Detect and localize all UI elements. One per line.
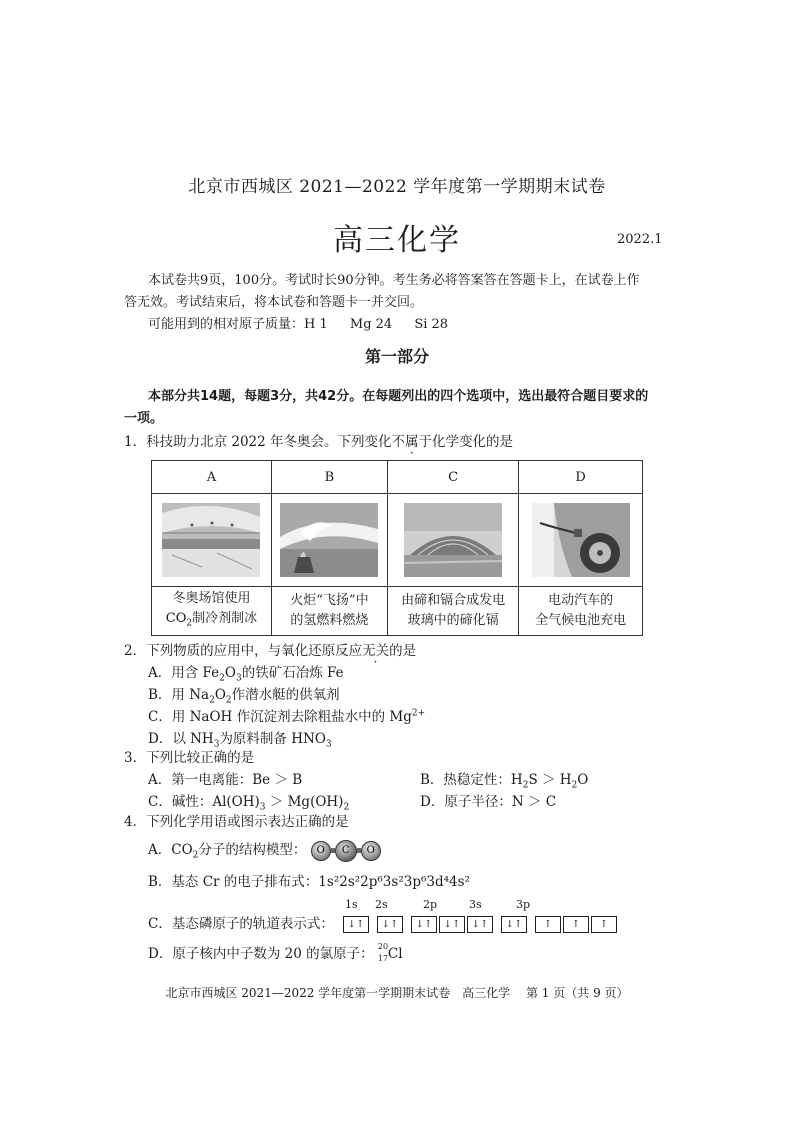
q3c-t1: C．碱性：Al(OH) — [148, 794, 260, 810]
q2-emphasis: 无关 — [362, 643, 390, 659]
orbital-2s: ↓↑ — [377, 916, 403, 933]
caption-d-line1: 电动汽车的 — [548, 593, 614, 608]
col-label-d: D — [519, 461, 643, 494]
caption-a-rest: 制冷剂制冰 — [192, 610, 258, 626]
orb-label-3s: 3s — [469, 898, 482, 911]
orbital-3p-2: ↑ — [563, 916, 589, 933]
caption-c-line1: 由碲和镉合成发电 — [401, 593, 506, 608]
intro-line-2: 答无效。考试结束后，将本试卷和答题卡一并交回。 — [124, 295, 424, 310]
ice-venue-photo — [162, 503, 260, 577]
orb-label-1s: 1s — [345, 898, 358, 911]
question-3-stem: 3．下列比较正确的是 — [124, 750, 255, 766]
q3-option-d: D．原子半径：N ＞ C — [420, 794, 557, 810]
q4-option-a — [148, 838, 381, 862]
intro-line-1: 本试卷共9页，100分。考试时长90分钟。考生务必将答案答在答题卡上，在试卷上作 — [148, 273, 640, 288]
q2-stem-part-b: 的是 — [389, 643, 417, 659]
orbital-3p-3: ↑ — [591, 916, 617, 933]
caption-b-line1: 火炬“飞扬”中 — [290, 593, 369, 608]
chlorine-nuclide — [377, 941, 406, 964]
caption-c — [387, 587, 518, 636]
q3b-s1: 2 — [522, 780, 529, 791]
q3b-t2: S ＞ H — [528, 772, 572, 788]
question-1-table — [151, 460, 643, 636]
caption-a-line2 — [152, 609, 271, 634]
question-2-stem — [124, 639, 416, 659]
q4-option-c-label: C．基态磷原子的轨道表示式： — [148, 916, 334, 932]
q3-option-a: A．第一电离能：Be ＞ B — [148, 772, 303, 788]
orbital-diagram — [343, 914, 619, 933]
oxygen-atom-right: O — [361, 841, 381, 861]
caption-a — [152, 587, 272, 636]
q2a-s1: 2 — [219, 673, 225, 684]
part-one-title: 第一部分 — [364, 347, 429, 366]
atomic-mass-si: Si 28 — [414, 317, 449, 332]
orb-label-2p: 2p — [423, 898, 438, 911]
page-footer: 北京市西城区 2021—2022 学年度第一学期期末试卷 高三化学 第 1 页（共 9 页） — [165, 986, 629, 1000]
q2b-s2: 2 — [225, 695, 232, 706]
orbital-3p-1: ↑ — [535, 916, 561, 933]
atomic-mass-line — [148, 314, 448, 336]
nuclide-mass-number: 20 — [377, 941, 389, 951]
photo-cell-a — [152, 494, 272, 587]
q4b-t1: B．基态 Cr 的电子排布式： — [148, 874, 319, 890]
q3b-t3: O — [577, 772, 589, 788]
orbital-2p-1: ↓↑ — [411, 916, 437, 933]
table-caption-row — [152, 587, 643, 636]
photo-cell-c — [387, 494, 518, 587]
caption-a-line1: 冬奥场馆使用 — [172, 590, 251, 606]
q2b-s1: 2 — [209, 695, 215, 706]
q2-option-b — [148, 683, 340, 706]
caption-d-line2: 全气候电池充电 — [535, 613, 627, 628]
exam-date: 2022.1 — [617, 232, 663, 247]
q2-stem-part-a: 2．下列物质的应用中，与氧化还原反应 — [124, 643, 363, 659]
q2a-t1: A．用含 Fe — [148, 665, 220, 681]
orbital-3s: ↓↑ — [501, 916, 527, 933]
q3b-t1: B．热稳定性：H — [420, 772, 523, 788]
orb-label-2s: 2s — [375, 898, 388, 911]
q4a-t2: 分子的结构模型： — [198, 842, 307, 858]
oxygen-atom-left: O — [311, 841, 331, 861]
q2a-s2: 3 — [235, 673, 242, 684]
carbon-atom: C — [335, 840, 357, 862]
photo-cell-d — [519, 494, 643, 587]
caption-b-line2: 的氢燃料燃烧 — [290, 613, 369, 628]
q2-option-c — [148, 705, 425, 725]
stadium-photo — [404, 503, 502, 577]
q4a-s1: 2 — [192, 850, 199, 861]
col-label-a: A — [152, 461, 272, 494]
atomic-mass-label: 可能用到的相对原子质量：H 1 — [148, 317, 328, 332]
co2-model — [311, 840, 381, 862]
q1-stem-part-b: 化学变化的是 — [432, 434, 514, 450]
q2b-t3: 作潜水艇的供氧剂 — [231, 687, 340, 703]
q3c-s1: 3 — [259, 802, 266, 813]
table-header-row — [152, 461, 643, 494]
orbital-2p-2: ↓↑ — [439, 916, 465, 933]
q4d-t1: D．原子核内中子数为 20 的氯原子： — [148, 946, 374, 962]
question-1-stem — [124, 430, 513, 450]
question-4-stem: 4．下列化学用语或图示表达正确的是 — [124, 814, 349, 830]
orb-label-3p: 3p — [516, 898, 531, 911]
q4a-t1: A．CO — [148, 842, 193, 858]
table-image-row — [152, 494, 643, 587]
caption-d — [519, 587, 643, 636]
photo-cell-b — [271, 494, 387, 587]
nuclide-symbol: Cl — [387, 945, 403, 962]
q2c-t1: C．用 NaOH 作沉淀剂去除粗盐水中的 Mg — [148, 709, 412, 725]
subject-title: 高三化学 — [333, 223, 461, 258]
q4b-config: 1s²2s²2p⁶3s²3p⁶3d⁴4s² — [318, 874, 470, 890]
part-one-instructions-1: 本部分共14题，每题3分，共42分。在每题列出的四个选项中，选出最符合题目要求的 — [148, 389, 649, 404]
q2-option-a — [148, 661, 344, 684]
q1-emphasis: 不属于 — [391, 434, 433, 450]
caption-b — [271, 587, 387, 636]
caption-a-sub: 2 — [186, 618, 193, 629]
q3c-s2: 2 — [343, 802, 350, 813]
q3b-s2: 2 — [571, 780, 578, 791]
q2d-t1: D．以 NH — [148, 731, 214, 747]
ev-charging-photo — [532, 503, 630, 577]
q3c-t2: ＞ Mg(OH) — [265, 794, 344, 810]
orbital-1s: ↓↑ — [343, 916, 369, 933]
torch-photo — [280, 503, 378, 577]
col-label-c: C — [387, 461, 518, 494]
atomic-mass-mg: Mg 24 — [349, 317, 393, 332]
q4-option-b — [148, 870, 470, 890]
part-one-instructions-2: 一项。 — [124, 411, 164, 426]
q2a-t2: O — [224, 665, 236, 681]
caption-a-formula: CO — [165, 610, 187, 626]
q2b-t1: B．用 Na — [148, 687, 210, 703]
nuclide-atomic-number: 17 — [377, 953, 389, 963]
exam-title: 北京市西城区 2021—2022 学年度第一学期期末试卷 — [188, 177, 606, 197]
q2c-sup: 2+ — [411, 708, 426, 719]
caption-c-line2: 玻璃中的碲化镉 — [407, 613, 499, 628]
q2d-s2: 3 — [325, 739, 332, 750]
q4-option-d — [148, 942, 406, 964]
q2b-t2: O — [214, 687, 226, 703]
q3-option-b — [420, 768, 588, 791]
q2a-t3: 的铁矿石冶炼 Fe — [241, 665, 344, 681]
q2d-t2: 为原料制备 HNO — [219, 731, 326, 747]
q1-stem-part-a: 1．科技助力北京 2022 年冬奥会。下列变化 — [124, 434, 392, 450]
col-label-b: B — [271, 461, 387, 494]
orbital-2p-3: ↓↑ — [467, 916, 493, 933]
q2d-s1: 3 — [213, 739, 220, 750]
